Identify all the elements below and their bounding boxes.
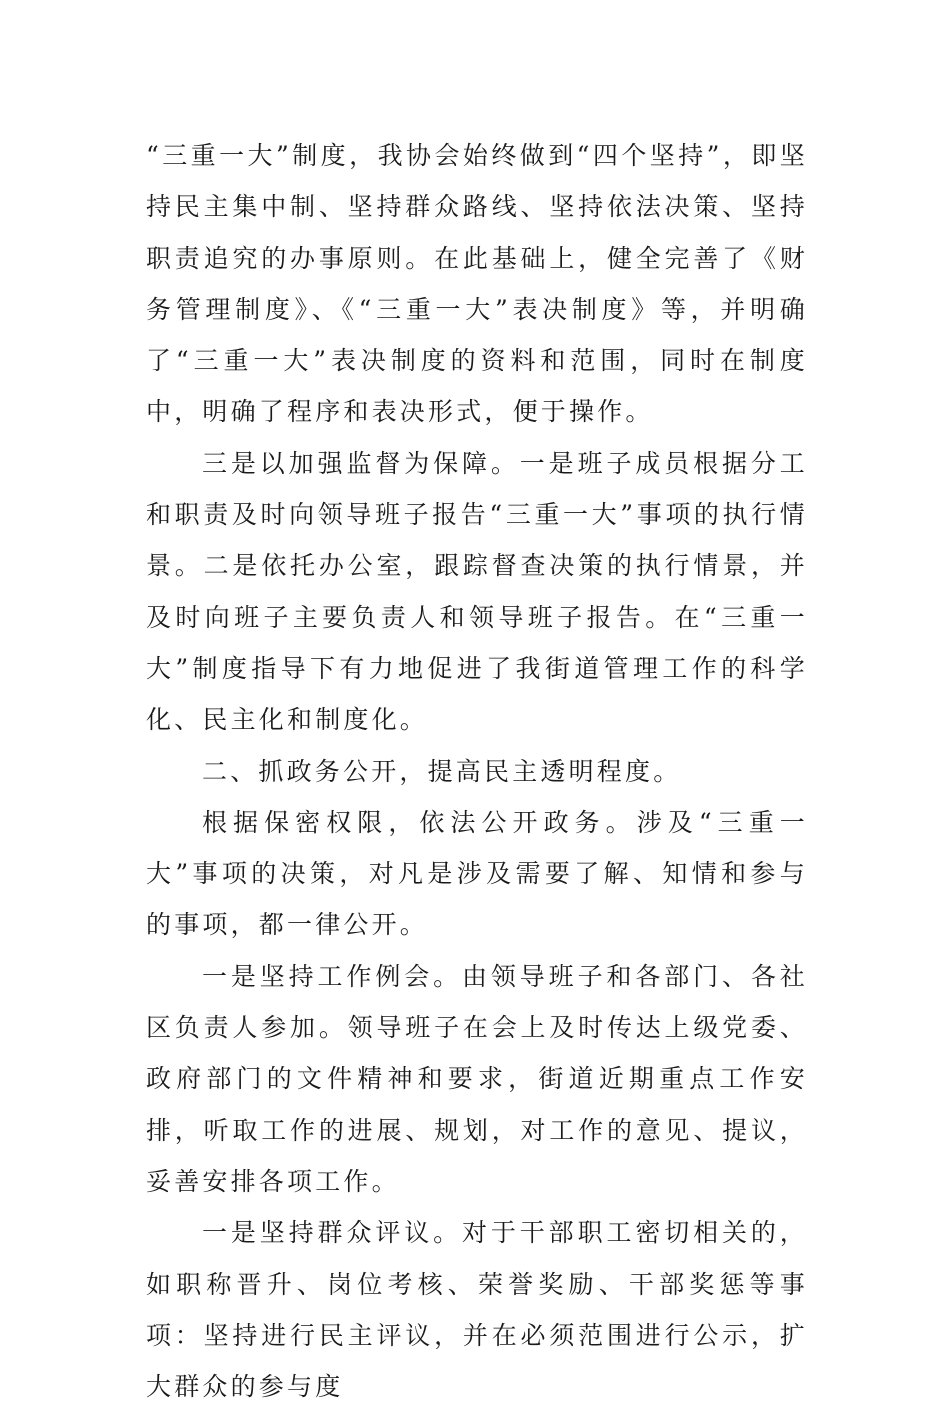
section-heading: 二、抓政务公开，提高民主透明程度。 [202,756,682,786]
paragraph-1: “三重一大”制度，我协会始终做到“四个坚持”，即坚持民主集中制、坚持群众路线、坚持依法决策、坚持职责追究的办事原则。在此基础上，健全完善了《财务管理制度》、《“三重一大”表决制度》等，并明确了“三重一大”表决制度的资料和范围，同时在制度中，明确了程序和表决形式，便于操作。 [146,141,808,427]
document-body [146,130,808,1412]
paragraph-6: 一是坚持群众评议。对于干部职工密切相关的，如职称晋升、岗位考核、荣誉奖励、干部奖惩等事项：坚持进行民主评议，并在必须范围进行公示，扩大群众的参与度 [146,1218,808,1402]
paragraph-2: 三是以加强监督为保障。一是班子成员根据分工和职责及时向领导班子报告“三重一大”事项的执行情景。二是依托办公室，跟踪督查决策的执行情景，并及时向班子主要负责人和领导班子报告。在“三重一大”制度指导下有力地促进了我街道管理工作的科学化、民主化和制度化。 [146,448,808,735]
paragraph-4: 根据保密权限，依法公开政务。涉及“三重一大”事项的决策，对凡是涉及需要了解、知情和参与的事项，都一律公开。 [146,807,808,940]
paragraph-5: 一是坚持工作例会。由领导班子和各部门、各社区负责人参加。领导班子在会上及时传达上级党委、政府部门的文件精神和要求，街道近期重点工作安排，听取工作的进展、规划，对工作的意见、提议，妥善安排各项工作。 [146,961,808,1196]
